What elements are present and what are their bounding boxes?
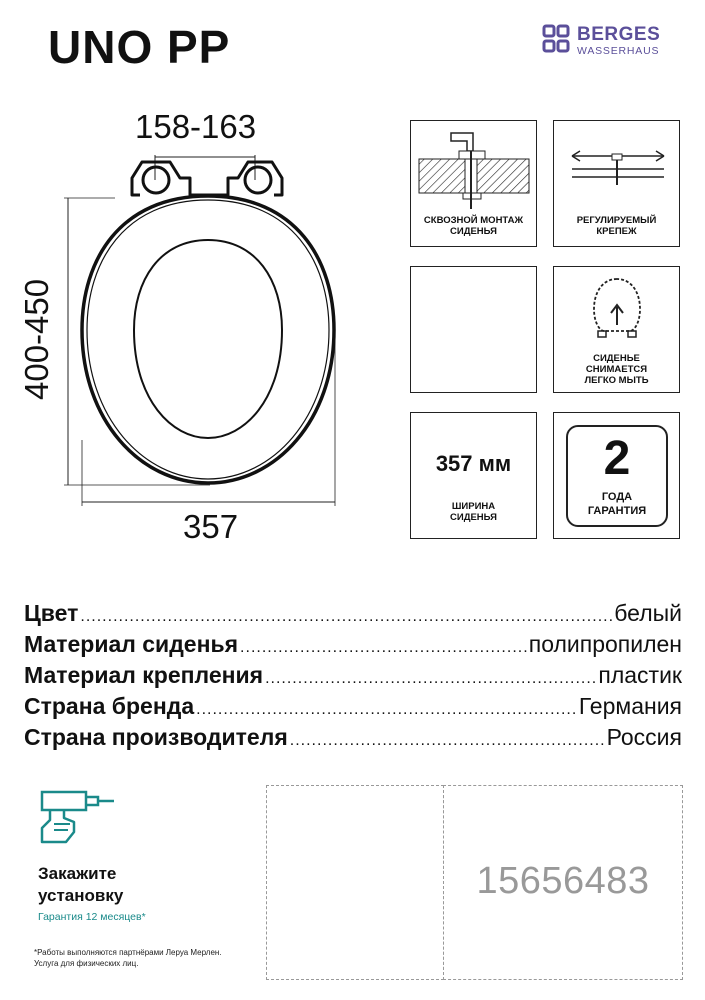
brand-logo-icon: [542, 24, 570, 54]
install-warranty: Гарантия 12 месяцев*: [38, 911, 146, 923]
footnote-line1: *Работы выполняются партнёрами Леруа Мерлен.: [34, 948, 222, 957]
spec-key: Страна производителя: [24, 724, 288, 750]
brand-subname: WASSERHAUS: [577, 45, 660, 57]
install-title-line2: установку: [38, 886, 124, 905]
spec-dots: [196, 701, 577, 719]
warranty-label: ГАРАНТИЯ: [587, 505, 647, 517]
spec-key: Страна бренда: [24, 693, 195, 719]
product-title: UNO PP: [48, 21, 231, 73]
spec-dots: [265, 670, 596, 688]
install-title[interactable]: [38, 863, 123, 907]
through-mount-label: СКВОЗНОЙ МОНТАЖ СИДЕНЬЯ: [423, 215, 524, 237]
removable-seat-icon: [554, 267, 681, 347]
install-footnote: [34, 947, 222, 969]
seat-drawing: [60, 140, 350, 520]
feature-warranty: [553, 412, 680, 539]
spec-key: Материал крепления: [24, 662, 264, 688]
feature-seat-width: [410, 412, 537, 539]
spec-row-brand-country: [24, 693, 682, 723]
seat-width-label-line2: СИДЕНЬЯ: [450, 512, 497, 523]
warranty-years: ГОДА: [601, 491, 633, 503]
spec-dots: [80, 608, 612, 626]
spec-value: Россия: [606, 724, 682, 750]
seat-length-label: 400-450: [18, 278, 55, 400]
warranty-badge: [566, 425, 668, 527]
spec-key: Материал сиденья: [24, 631, 239, 657]
footnote-line2: Услуга для физических лиц.: [34, 959, 139, 968]
feature-through-mount: [410, 120, 537, 247]
drill-icon: [36, 788, 118, 844]
brand-logo: [542, 24, 692, 64]
seat-width-label: 357: [183, 508, 239, 545]
spec-value: белый: [614, 600, 682, 626]
seat-width-value: 357 мм: [435, 451, 512, 476]
spec-key: Цвет: [24, 600, 79, 626]
removable-seat-line3: ЛЕГКО МЫТЬ: [584, 375, 649, 386]
spec-value: пластик: [598, 662, 682, 688]
spec-row-mount-material: [24, 662, 682, 692]
adjustable-mount-icon: [554, 121, 681, 216]
feature-empty: [410, 266, 537, 393]
through-mount-icon: [411, 121, 538, 216]
removable-seat-line2: СНИМАЕТСЯ: [585, 364, 648, 375]
brand-name: BERGES: [577, 24, 661, 45]
warranty-number: 2: [603, 432, 631, 485]
adjustable-mount-label: РЕГУЛИРУЕМЫЙ КРЕПЕЖ: [576, 215, 657, 237]
spec-dots: [290, 732, 605, 750]
spec-dots: [240, 639, 527, 657]
article-number: 15656483: [476, 860, 650, 902]
seat-width-label-line1: ШИРИНА: [451, 501, 496, 512]
spec-value: Германия: [578, 693, 682, 719]
hinge-distance-label: 158-163: [135, 108, 257, 145]
spec-row-made-in: [24, 724, 682, 754]
spec-value: полипропилен: [528, 631, 682, 657]
spec-row-seat-material: [24, 631, 682, 661]
install-title-line1: Закажите: [38, 864, 117, 883]
price-area-left: [266, 785, 444, 980]
spec-row-color: [24, 600, 682, 630]
removable-seat-line1: СИДЕНЬЕ: [593, 353, 640, 364]
price-area-right: [443, 785, 683, 980]
feature-removable-seat: [553, 266, 680, 393]
feature-adjustable-mount: [553, 120, 680, 247]
